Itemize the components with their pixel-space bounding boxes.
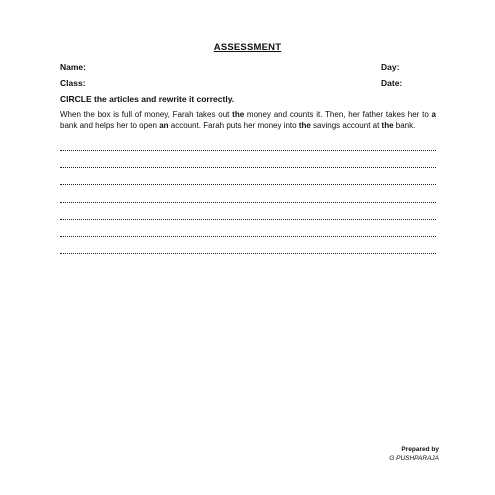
instruction-text: CIRCLE the articles and rewrite it correctly.	[60, 94, 235, 104]
writing-line	[60, 150, 436, 151]
article-word: the	[298, 120, 311, 130]
name-field-label: Name:	[60, 62, 86, 72]
class-field-label: Class:	[60, 78, 86, 88]
article-word: a	[431, 110, 436, 119]
day-field-label: Day:	[381, 62, 400, 72]
article-word: the	[232, 110, 245, 119]
writing-line	[60, 219, 436, 220]
writing-line	[60, 184, 436, 185]
passage-text: bank.	[393, 120, 416, 130]
passage-text: money and counts it. Then, her father takes her to	[244, 110, 432, 119]
writing-line	[60, 253, 436, 254]
writing-line	[60, 167, 436, 168]
passage-text: account. Farah puts her money into	[168, 120, 299, 130]
passage-text: When the box is full of money, Farah takes out	[60, 110, 233, 119]
writing-line	[60, 236, 436, 237]
article-word: the	[381, 120, 394, 130]
passage-text: bank and helps her to open	[60, 120, 160, 130]
author-name: G PUSHPARAJA	[389, 454, 439, 462]
prepared-by-block	[389, 446, 439, 463]
prepared-by-label: Prepared by	[401, 446, 439, 453]
article-word: an	[159, 120, 169, 130]
reading-passage	[60, 110, 436, 131]
worksheet-title: ASSESSMENT	[213, 42, 282, 53]
writing-line	[60, 202, 436, 203]
date-field-label: Date:	[381, 78, 403, 88]
passage-text: savings account at	[310, 120, 382, 130]
